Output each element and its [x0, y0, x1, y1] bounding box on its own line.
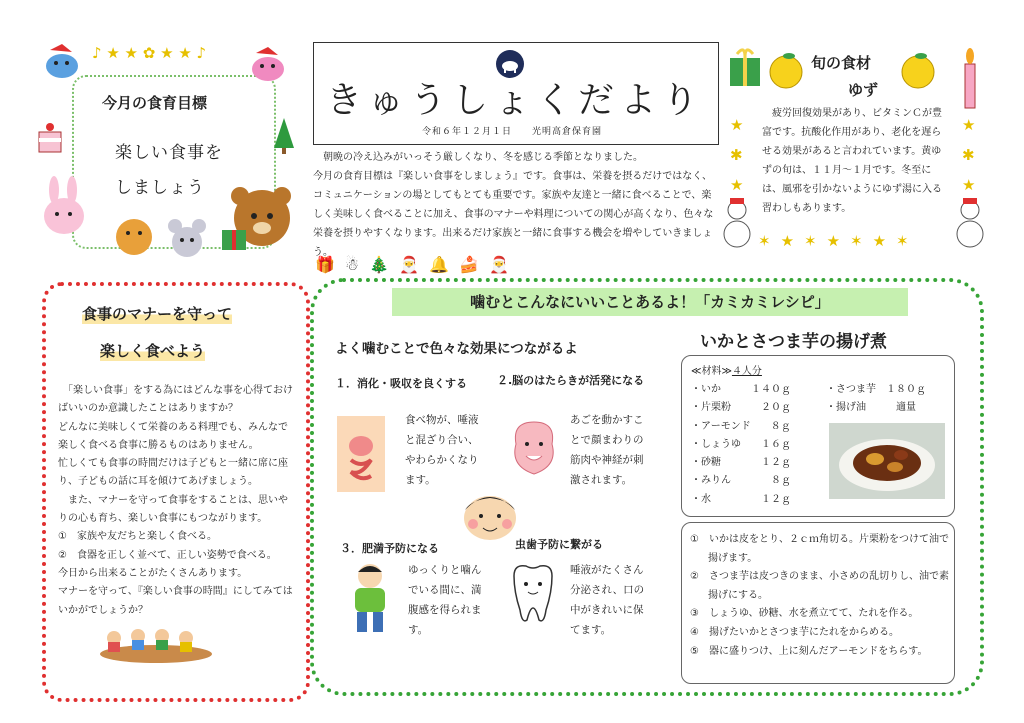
child-face-icon — [459, 488, 521, 544]
newsletter-title: きゅうしょくだより — [326, 80, 705, 121]
star-icon: ✶★✶★✶★✶ — [758, 232, 919, 250]
snowman-icon — [955, 196, 985, 252]
ingredient-item: ・砂糖 １２ｇ — [691, 457, 791, 469]
ingredients-label: ≪材料≫ — [691, 366, 732, 377]
ingredient-item: ・アーモンド ８ｇ — [691, 420, 791, 432]
recipe-step: ⑤ 器に盛りつけ、上に刻んだアーモンドをちらす。 — [690, 645, 928, 657]
star-icon: ★ ✱ ★ — [962, 116, 976, 194]
benefit-heading-cavities: 虫歯予防に繋がる — [515, 538, 603, 551]
dish-photo — [829, 423, 945, 499]
chewing-section-title: 噛むとこんなにいいことあるよ！「カミカミレシピ」 — [392, 288, 908, 316]
recipe-title: いかとさつま芋の揚げ煮 — [700, 332, 887, 352]
christmas-tree-icon — [272, 116, 296, 156]
ingredient-item: ・片栗粉 ２０ｇ — [691, 402, 791, 414]
benefit-text-obesity: ゆっくりと噛んでいる間に、満腹感を得られます。 — [408, 564, 482, 636]
yuzu-icon — [765, 50, 807, 90]
star-icon: ★ ✱ ★ — [730, 116, 744, 194]
child-eating-icon — [345, 562, 395, 634]
seasonal-ingredient-name: ゆず — [848, 81, 879, 99]
christmas-decoration-row-icon: 🎁☃🎄🎅🔔🍰🎅 — [315, 255, 519, 274]
squirrel-icon — [110, 205, 162, 259]
goal-title: 今月の食育目標 — [102, 94, 208, 112]
candle-icon — [960, 44, 980, 110]
ingredient-item: ・みりん ８ｇ — [691, 475, 791, 487]
benefit-heading-digestion: １．消化・吸収を良くする — [335, 377, 467, 390]
bird-icon — [42, 42, 84, 82]
mouse-icon — [165, 212, 209, 260]
issue-date-and-school: 令和６年１２月１日 光明高倉保育園 — [422, 127, 603, 137]
snowman-icon — [722, 196, 752, 252]
manners-title-line1: 食事のマナーを守って — [82, 305, 233, 323]
seasonal-ingredient-text: 疲労回復効果があり、ビタミンＣが豊富です。抗酸化作用があり、老化を遅らせる効果があると言われています。黄ゆずの旬は、１１月～１月です。冬至には、風邪を引かないようにゆず湯に入る習わしもあります。 — [762, 108, 942, 214]
brain-character-icon — [506, 414, 562, 482]
recipe-step: ② さつま芋は皮つきのまま、小さめの乱切りし、油で素揚げにする。 — [690, 571, 949, 601]
tooth-icon — [508, 562, 558, 630]
digestive-system-icon — [333, 416, 389, 492]
benefit-heading-brain: ２.脳のはたらきが活発になる — [497, 374, 645, 387]
star-icon: ♪ ★ ★ ✿ ★ ★ ♪ — [92, 44, 207, 62]
manners-title-line2: 楽しく食べよう — [100, 342, 206, 360]
servings: ４人分 — [731, 366, 762, 377]
ingredients-header — [691, 362, 762, 377]
ingredient-item: ・しょうゆ １６ｇ — [691, 438, 791, 450]
ingredient-item: ・揚げ油 適量 — [826, 402, 916, 414]
cake-icon — [36, 118, 64, 156]
gift-box-icon — [727, 44, 763, 88]
ingredients-left-list — [691, 381, 791, 509]
yuzu-icon — [897, 50, 939, 90]
ingredient-item: ・さつま芋 １８０ｇ — [826, 384, 926, 395]
goal-text-line1: 楽しい食事を — [115, 143, 223, 163]
rabbit-icon — [36, 176, 94, 238]
goal-text-line2: しましょう — [115, 178, 205, 198]
recipe-step: ① いかは皮をとり、２ｃｍ角切る。片栗粉をつけて油で揚げます。 — [690, 534, 949, 564]
bird-icon — [248, 45, 290, 85]
recipe-steps-list — [690, 531, 952, 661]
bear-icon — [218, 182, 296, 266]
children-eating-icon — [96, 626, 216, 666]
manners-text: 「楽しい食事」をする為にはどんな事を心得ておけばいいのか意識したことはありますか？ どんなに美味しくて栄養のある料理でも、みんなで楽しく食べる食事に勝るものはありません。 忙しくても食事の時間だけは子どもと一緒に席に座り、子どもの話に耳を傾けてあげましょう。 また、マナーを守って食事をすることは、思いやりの心も育ち、楽しい食事にもつながります。 ① 家族や友だちと楽しく食べる。 ② 食器を正しく並べて、正しい姿勢で食べる。 今日から出来ることがたくさんあります。 マナーを守って、『楽しい食事の時間』にしてみてはいかがでしょうか？ — [58, 385, 293, 616]
benefit-text-brain: あごを動かすことで顔まわりの筋肉や神経が刺激されます。 — [570, 414, 644, 486]
chewing-section-subtitle: よく噛むことで色々な効果につながるよ — [335, 341, 578, 357]
ingredients-right-list — [826, 381, 926, 418]
seasonal-ingredient-title: 旬の食材 — [811, 54, 872, 72]
benefit-heading-obesity: ３．肥満予防になる — [340, 542, 439, 555]
ingredient-item: ・いか １４０ｇ — [691, 384, 791, 395]
intro-paragraph: 朝晩の冷え込みがいっそう厳しくなり、冬を感じる季節となりました。 今月の食育目標は『楽しい食事をしましょう』です。食事は、栄養を摂るだけではなく、コミュニケーションの場としてもとても重要です。家族や友達と一緒に食べることで、楽しく美味しく食べることに加え、食事のマナーや料理についての関心が高くなり、色々な栄養を摂りやすくなります。出来るだけ家族と一緒に食事する機会を増やしていきましょう。 — [313, 152, 714, 258]
benefit-text-digestion: 食べ物が、唾液と混ざり合い、やわらかくなります。 — [405, 414, 479, 486]
recipe-step: ③ しょうゆ、砂糖、水を煮立てて、たれを作る。 — [690, 608, 919, 620]
benefit-text-cavities: 唾液がたくさん分泌され、口の中がきれいに保てます。 — [570, 564, 645, 636]
recipe-step: ④ 揚げたいかとさつま芋にたれをからめる。 — [690, 626, 899, 638]
ingredient-item: ・水 １２ｇ — [691, 493, 791, 505]
